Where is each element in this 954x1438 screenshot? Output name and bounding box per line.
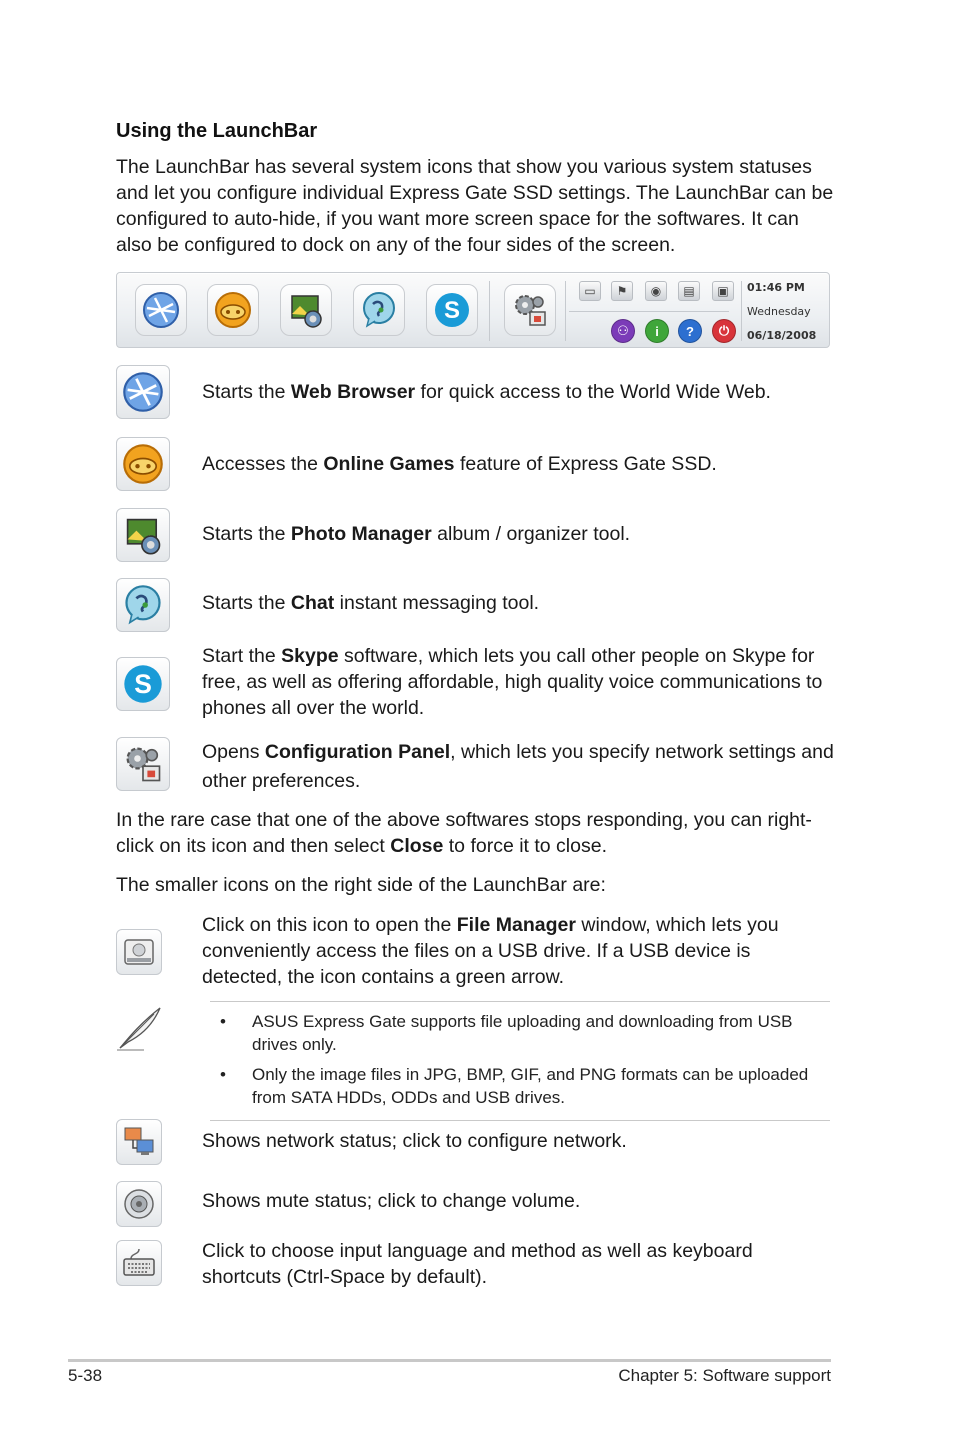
web-browser-icon [116, 365, 170, 419]
intro-paragraph: The LaunchBar has several system icons that show you various system statuses and let you configure individual Express Gate SSD settings. The LaunchBar can be configured to auto-hide, if you want more screen space for the softwares. It can also be configured to dock on any of the four sides of the screen. [116, 156, 834, 256]
note-list [216, 1010, 830, 1116]
network-status-icon [116, 1119, 162, 1165]
configuration-panel-icon [116, 737, 170, 791]
online-games-description: Accesses the Online Games feature of Express Gate SSD. [202, 453, 717, 475]
chapter-title: Chapter 5: Software support [618, 1366, 831, 1385]
mute-status-description: Shows mute status; click to change volume. [202, 1190, 581, 1212]
photo-manager-icon [116, 508, 170, 562]
close-note-paragraph: In the rare case that one of the above softwares stops responding, you can right-click on its icon and then select Close to force it to close. [116, 809, 812, 857]
network-small-icon[interactable]: ⚑ [611, 281, 633, 301]
photo-manager-description: Starts the Photo Manager album / organizer tool. [202, 523, 631, 545]
photo-manager-icon[interactable] [280, 284, 332, 336]
configuration-panel-icon[interactable] [504, 284, 556, 336]
smaller-icons-intro: The smaller icons on the right side of the LaunchBar are: [116, 874, 606, 896]
section-title: Using the LaunchBar [116, 120, 318, 142]
launchbar-screenshot [116, 272, 830, 348]
svg-text:S: S [443, 297, 461, 324]
note-item: • ASUS Express Gate supports file uploading and downloading from USB drives only. [220, 1012, 793, 1054]
note-item: • Only the image files in JPG, BMP, GIF, and PNG formats can be uploaded from SATA HDDs, ODDs and USB drives. [220, 1065, 809, 1107]
skype-icon [116, 657, 170, 711]
keyboard-small-icon[interactable]: ▤ [678, 281, 700, 301]
keyboard-icon [116, 1240, 162, 1286]
help-round-icon[interactable]: ? [678, 319, 702, 343]
online-games-icon [116, 437, 170, 491]
power-round-icon[interactable]: ⏻ [712, 319, 736, 343]
chat-description: Starts the Chat instant messaging tool. [202, 592, 540, 614]
svg-text:S: S [134, 668, 152, 699]
skype-icon[interactable] [426, 284, 478, 336]
window-small-icon[interactable]: ▣ [712, 281, 734, 301]
launchbar-date: 06/18/2008 [747, 329, 817, 342]
online-games-icon[interactable] [207, 284, 259, 336]
page-number: 5-38 [68, 1366, 103, 1385]
info-round-icon[interactable]: i [645, 319, 669, 343]
network-status-description: Shows network status; click to configure network. [202, 1130, 627, 1152]
note-feather-icon [114, 1004, 166, 1052]
launchbar-day: Wednesday [747, 305, 811, 318]
user-round-icon[interactable]: ⚇ [611, 319, 635, 343]
configuration-panel-description: Opens Configuration Panel, which lets you specify network settings and other preferences. [202, 741, 834, 792]
chat-icon [116, 578, 170, 632]
file-manager-description: Click on this icon to open the File Manager window, which lets you conveniently access the files on a USB drive. If a USB device is detected, the icon contains a green arrow. [202, 914, 779, 988]
web-browser-icon[interactable] [135, 284, 187, 336]
launchbar-time: 01:46 PM [747, 281, 805, 294]
keyboard-description: Click to choose input language and method as well as keyboard shortcuts (Ctrl-Space by default). [202, 1240, 753, 1288]
chat-icon[interactable] [353, 284, 405, 336]
mute-small-icon[interactable]: ◉ [645, 281, 667, 301]
mute-status-icon [116, 1181, 162, 1227]
file-manager-small-icon[interactable]: ▭ [579, 281, 601, 301]
file-manager-icon [116, 929, 162, 975]
skype-description: Start the Skype software, which lets you call other people on Skype for free, as well as offering affordable, high quality voice communications to phones all over the world. [202, 645, 823, 719]
web-browser-description: Starts the Web Browser for quick access to the World Wide Web. [202, 381, 771, 403]
